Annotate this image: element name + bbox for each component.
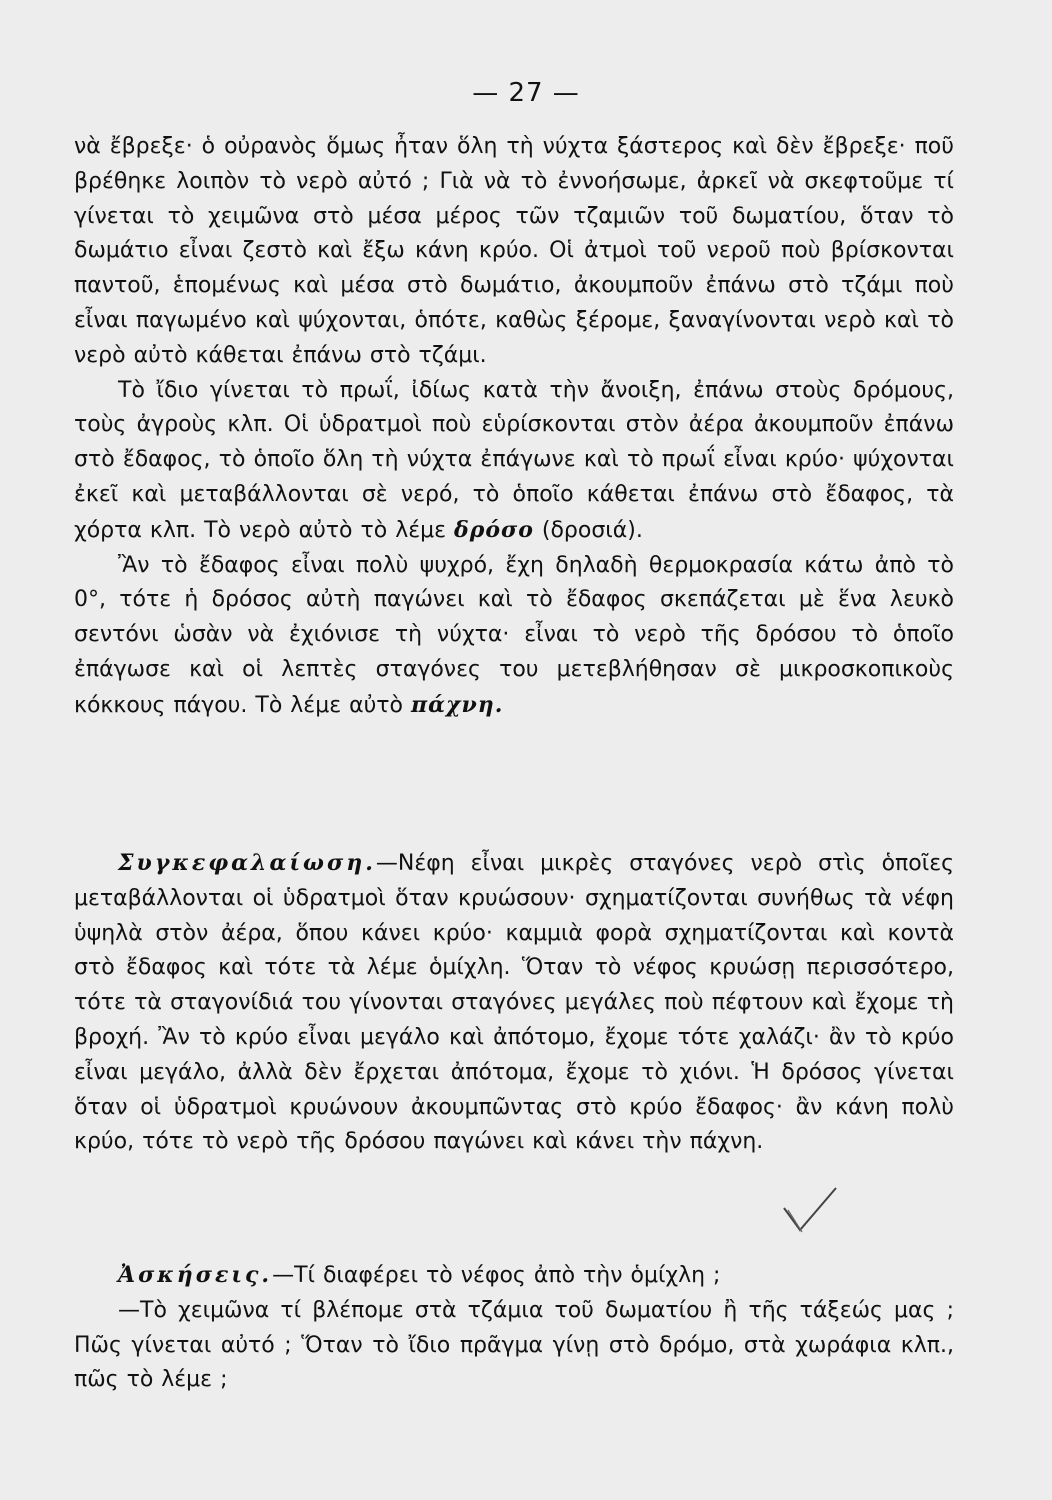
exercise-question-1 <box>74 1258 954 1294</box>
exercise-question-2: —Τὸ χειμῶνα τί βλέπομε στὰ τζάμια τοῦ δωματίου ἢ τῆς τάξεώς μας ; Πῶς γίνεται αὐτό ; Ὅταν τὸ ἴδιο πρᾶγμα γίνῃ στὸ δρόμο, στὰ χωράφια κλπ., πῶς τὸ λέμε ; <box>74 1297 954 1393</box>
paragraph-dew <box>74 374 954 549</box>
checkmark-icon <box>780 1186 840 1236</box>
exercises-heading: Ἀσκήσεις. <box>118 1262 273 1288</box>
exercise-q1-text: —Τί διαφέρει τὸ νέφος ἀπὸ τὴν ὁμίχλη ; <box>272 1263 721 1288</box>
summary-text: —Νέφη εἶναι μικρὲς σταγόνες νερὸ στὶς ὁποῖες μεταβάλλονται οἱ ὑδρατμοὶ ὅταν κρυώσουν· σχηματίζονται συνήθως τὰ νέφη ὑψηλὰ στὸν ἀέρα, ὅπου κάνει κρύο· καμμιὰ φορὰ σχηματίζονται καὶ κοντὰ στὸ ἔδαφος καὶ τότε τὰ λέμε ὁμίχλη. Ὅταν τὸ νέφος κρυώσῃ περισσότερο, τότε τὰ σταγονίδιά του γίνονται σταγόνες μεγάλες ποὺ πέφτουν καὶ ἔχομε τὴ βροχή. Ἂν τὸ κρύο εἶναι μεγάλο καὶ ἀπότομο, ἔχομε τότε χαλάζι· ἂν τὸ κρύο εἶναι μεγάλο, ἀλλὰ δὲν ἔρχεται ἀπότομα, ἔχομε τὸ χιόνι. Ἡ δρόσος γίνεται ὅταν οἱ ὑδρατμοὶ κρυώνουν ἀκουμπῶντας στὸ κρύο ἔδαφος· ἂν κάνη πολὺ κρύο, τότε τὸ νερὸ τῆς δρόσου παγώνει καὶ κάνει τὴν πάχνη. <box>74 851 954 1155</box>
term-dew: δρόσο <box>454 516 534 543</box>
term-frost: πάχνη. <box>411 691 504 718</box>
paragraph-window-condensation: νὰ ἔβρεξε· ὁ οὐρανὸς ὅμως ἦταν ὅλη τὴ νύχτα ξάστερος καὶ δὲν ἔβρεξε· ποῦ βρέθηκε λοιπὸν τὸ νερὸ αὐτό ; Γιὰ νὰ τὸ ἐννοήσωμε, ἀρκεῖ νὰ σκεφτοῦμε τί γίνεται τὸ χειμῶνα στὸ μέσα μέρος τῶν τζαμιῶν τοῦ δωματίου, ὅταν τὸ δωμάτιο εἶναι ζεστὸ καὶ ἔξω κάνη κρύο. Οἱ ἀτμοὶ τοῦ νεροῦ ποὺ βρίσκονται παντοῦ, ἑπομένως καὶ μέσα στὸ δωμάτιο, ἀκουμποῦν ἐπάνω στὸ τζάμι ποὺ εἶναι παγωμένο καὶ ψύχονται, ὁπότε, καθὼς ξέρομε, ξαναγίνονται νερὸ καὶ τὸ νερὸ αὐτὸ κάθεται ἐπάνω στὸ τζάμι. <box>74 134 954 368</box>
paragraph-dew-text: Τὸ ἴδιο γίνεται τὸ πρωΐ, ἰδίως κατὰ τὴν ἄνοιξη, ἐπάνω στοὺς δρόμους, τοὺς ἀγροὺς κλπ. Οἱ ὑδρατμοὶ ποὺ εὑρίσκονται στὸν ἀέρα ἀκουμποῦν ἐπάνω στὸ ἔδαφος, τὸ ὁποῖο ὅλη τὴ νύχτα ἐπάγωνε καὶ τὸ πρωΐ εἶναι κρύο· ψύχονται ἐκεῖ καὶ μεταβάλλονται σὲ νερό, τὸ ὁποῖο κάθεται ἐπάνω στὸ ἔδαφος, τὰ χόρτα κλπ. Τὸ νερὸ αὐτὸ τὸ λέμε <box>74 377 954 543</box>
summary-heading: Συγκεφαλαίωση. <box>118 850 376 876</box>
paragraph-summary <box>74 846 954 1160</box>
paragraph-dew-after: (δροσιά). <box>541 517 643 543</box>
section-exercises <box>74 1258 954 1398</box>
paragraph-frost-text: Ἂν τὸ ἔδαφος εἶναι πολὺ ψυχρό, ἔχη δηλαδὴ θερμοκρασία κάτω ἀπὸ τὸ 0°, τότε ἡ δρόσος αὐτὴ παγώνει καὶ τὸ ἔδαφος σκεπάζεται μὲ ἕνα λευκὸ σεντόνι ὡσὰν νὰ ἐχιόνισε τὴ νύχτα· εἶναι τὸ νερὸ τῆς δρόσου τὸ ὁποῖο ἐπάγωσε καὶ οἱ λεπτὲς σταγόνες του μετεβλήθησαν σὲ μικροσκοπικοὺς κόκκους πάγου. Τὸ λέμε αὐτὸ <box>74 552 954 718</box>
page-number: — 27 — <box>472 78 580 108</box>
section-dew-and-frost <box>74 130 954 724</box>
section-summary <box>74 846 954 1160</box>
paragraph-frost <box>74 549 954 724</box>
